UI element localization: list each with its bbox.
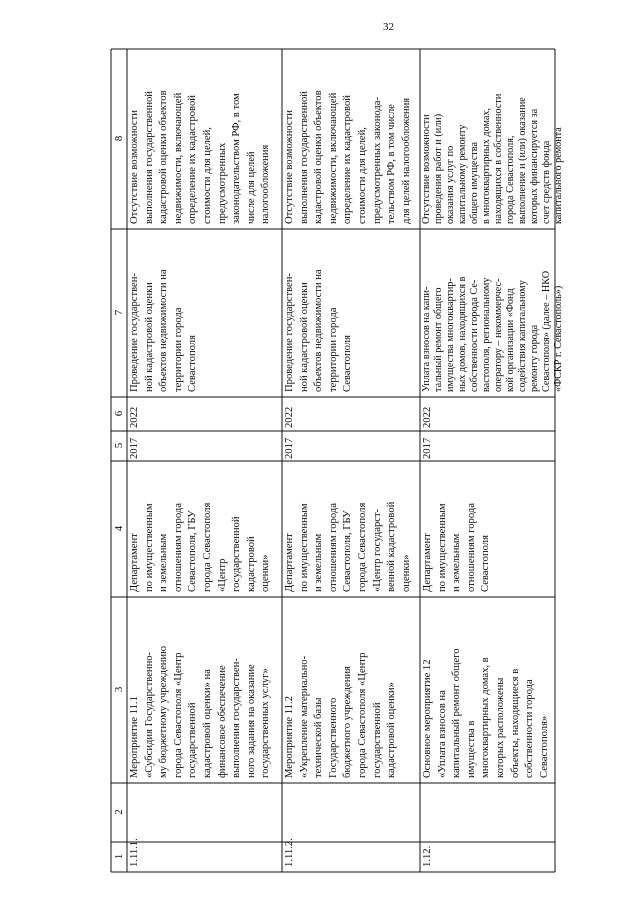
row2-num: 1.11.2.	[284, 838, 295, 867]
row2-result: Проведение государствен- ной кадастровой оценки объектов недвижимости на территории города Севастополя	[284, 269, 354, 392]
header-col-2: 2	[113, 809, 125, 815]
row2-executor: Департамент по имущественным и земельным отношениям города Севастополя, ГБУ города Севастополя «Центр государст- венной кадастровой оценки»	[284, 501, 412, 592]
row2-event: Мероприятие 11.2 «Укрепление материально- технической базы Государственного бюджетного учреждения города Севастополя «Центр государственной кадастровой оценки»	[284, 652, 398, 778]
row3-start: 2017	[422, 437, 433, 459]
row2-start: 2017	[284, 437, 295, 459]
row3-consequence: Отсутствие возможности проведения работ и (или) оказания услуг по капитальному ремонту общего имущества в многоквартирных домах, находящихся в собственности города Севастополя, выполнение и (или) оказание которых финансируется за счет средств фонда капитального ремонта	[421, 93, 564, 224]
row1-col2	[128, 783, 282, 841]
row2-col2	[283, 783, 419, 841]
row2-end: 2022	[284, 406, 295, 428]
row3-col2	[421, 783, 554, 841]
row1-executor: Департамент по имущественным и земельным отношениям города Севастополя, ГБУ города Севастополя «Центр государственной кадастровой оценки»	[129, 502, 272, 592]
row3-end: 2022	[422, 406, 433, 428]
row3-result: Уплата взносов на капи- тальный ремонт общего имущества многоквартир- ных домов, находящихся в собственности города Се- вастополя, региональному оператору – некоммерчес- кой организации «Фонд содействия капитальному ремонту города Севастополя» (далее – НКО «ФСКР г. Севастополь»)	[421, 270, 564, 392]
row3-executor: Департамент по имущественным и земельным отношениям города Севастополя	[422, 503, 492, 592]
header-col-3: 3	[113, 686, 125, 693]
header-col-4: 4	[113, 525, 125, 532]
row3-event: Основное мероприятие 12 «Уплата взносов на капитальный ремонт общего имущества в многоквартирных домах, в которых расположены объекты, находящиеся в собственности города Севастополя»	[422, 648, 550, 778]
page-number: 32	[383, 21, 394, 33]
row2-consequence: Отсутствие возможности выполнения государственной кадастровой оценки объектов недвижимости, включающей определение их кадастровой стоимости для целей, предусмотренных законода- тельством РФ, в том числе для целей налогообложения	[284, 90, 412, 224]
row1-start: 2017	[129, 437, 140, 459]
row1-num: 1.11.1.	[129, 838, 140, 867]
row3-num: 1.12.	[422, 845, 433, 867]
header-col-6: 6	[113, 410, 125, 417]
header-col-8: 8	[113, 135, 125, 142]
row1-end: 2022	[129, 406, 140, 428]
header-col-1: 1	[113, 853, 125, 860]
row1-consequence: Отсутствие возможности выполнения государственной кадастровой оценки объектов недвижимости, включающей определение их кадастровой стоимости для целей, предусмотренных законодательством РФ, в том числе для целей налогообложения	[129, 90, 272, 224]
row1-event: Мероприятие 11.1 «Субсидия Государственно- му бюджетному учреждению города Севастополя «Центр государственной кадастровой оценки» на финансовое обеспечение выполнения государствен- ного задания на оказание государственных услуг»	[129, 645, 272, 778]
row1-result: Проведение государствен- ной кадастровой оценки объектов недвижимости на территории города Севастополя	[129, 269, 199, 392]
header-col-5: 5	[113, 442, 125, 449]
header-col-7: 7	[113, 309, 125, 316]
